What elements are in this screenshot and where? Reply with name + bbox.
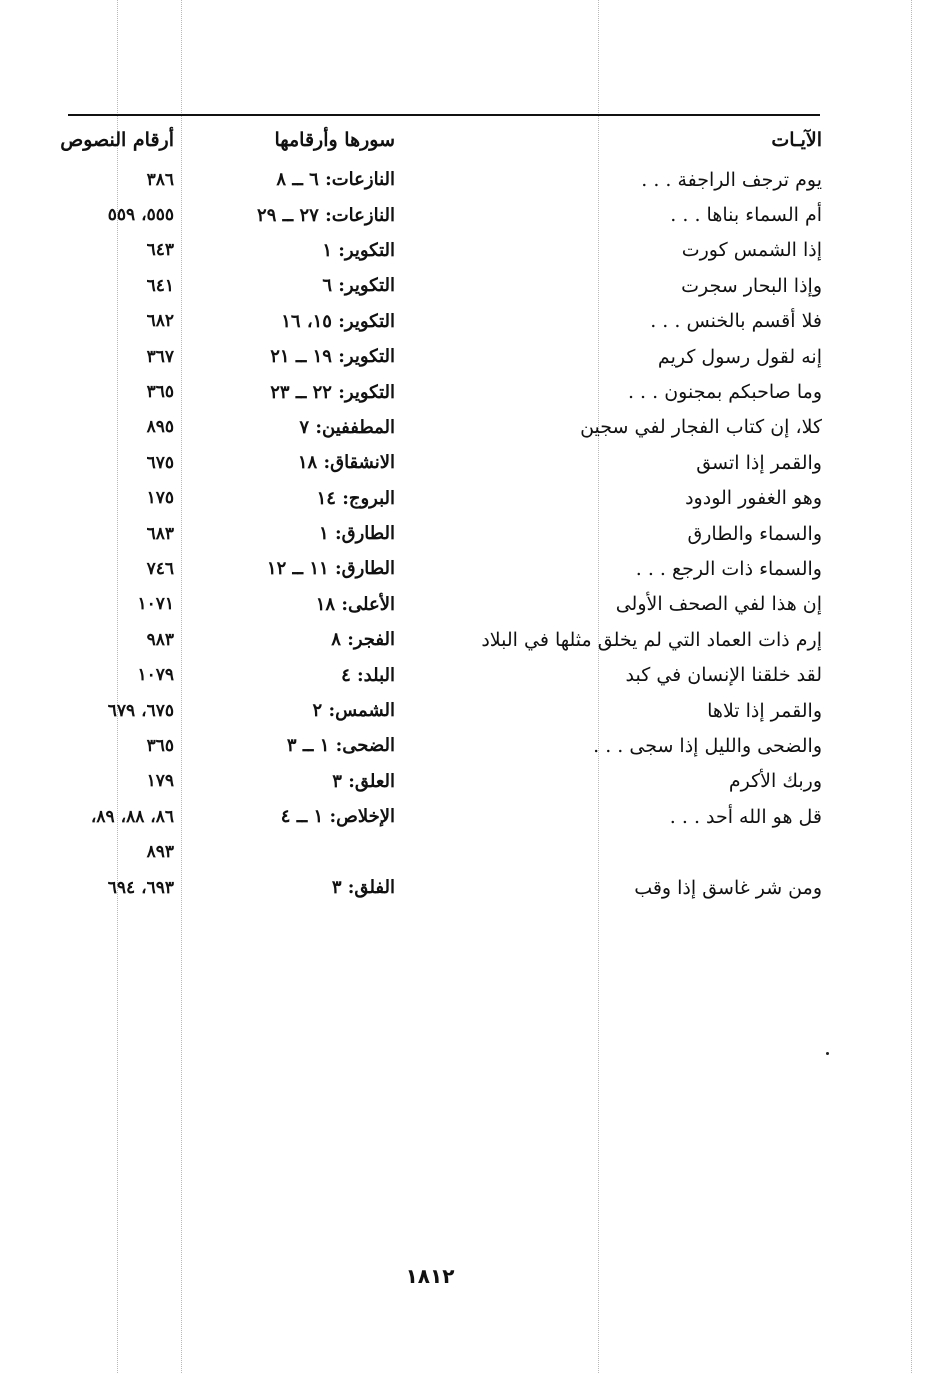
surah-cell: الانشقاق: ١٨: [297, 452, 395, 474]
text-numbers-cell: ٦٨٢: [146, 311, 174, 332]
verse-cell: قل هو الله أحد . . .: [669, 805, 822, 828]
column-header-verses: الآيـات: [771, 129, 822, 151]
table-row: [60, 304, 822, 339]
text-numbers-cell: ٨٦، ٨٨، ٨٩،: [90, 806, 174, 827]
table-row: [60, 870, 822, 905]
table-row: [60, 481, 822, 516]
verse-cell: لقد خلقنا الإنسان في كبد: [625, 664, 822, 687]
table-row: [60, 764, 822, 799]
text-numbers-cell: ٨٩٣: [146, 842, 174, 863]
text-numbers-cell: ٣٦٥: [146, 735, 174, 756]
column-header-surahs: سورها وأرقامها: [274, 129, 395, 151]
scan-speck: [826, 1052, 829, 1055]
verse-cell: أم السماء بناها . . .: [670, 204, 822, 227]
surah-cell: التكوير: ٢٢ ــ ٢٣: [270, 381, 395, 403]
table-row: [60, 162, 822, 197]
table-row: [60, 657, 822, 692]
surah-cell: الضحى: ١ ــ ٣: [286, 735, 395, 757]
surah-cell: النازعات: ٦ ــ ٨: [276, 169, 395, 191]
verse-cell: والسماء ذات الرجع . . .: [635, 557, 822, 580]
verse-index-table: [60, 118, 822, 905]
surah-cell: النازعات: ٢٧ ــ ٢٩: [257, 204, 395, 226]
verse-cell: إنه لقول رسول كريم: [657, 345, 822, 368]
surah-cell: البلد: ٤: [341, 664, 395, 686]
scan-artifact-line: [911, 0, 912, 1373]
verse-cell: إذا الشمس كورت: [681, 239, 822, 262]
verse-cell: والقمر إذا تلاها: [707, 699, 822, 722]
table-row: [60, 197, 822, 232]
surah-cell: الفجر: ٨: [331, 629, 395, 651]
surah-cell: الإخلاص: ١ ــ ٤: [280, 806, 395, 828]
table-row: [60, 728, 822, 763]
table-row: [60, 268, 822, 303]
text-numbers-cell: ٣٦٥: [146, 382, 174, 403]
surah-cell: الفلق: ٣: [331, 877, 395, 898]
verse-cell: ومن شر غاسق إذا وقب: [634, 876, 822, 899]
text-numbers-cell: ٦٤٣: [146, 240, 174, 261]
verse-cell: والقمر إذا اتسق: [696, 451, 822, 474]
table-row: [60, 374, 822, 409]
verse-cell: إرم ذات العماد التي لم يخلق مثلها في البلاد: [481, 628, 822, 651]
table-body: [60, 162, 822, 905]
text-numbers-cell: ١٠٧١: [137, 594, 174, 615]
surah-cell: الأعلى: ١٨: [315, 593, 395, 615]
text-numbers-cell: ٨٩٥: [146, 417, 174, 438]
table-row: [60, 516, 822, 551]
table-row: [60, 834, 822, 869]
text-numbers-cell: ١٧٥: [146, 488, 174, 509]
verse-cell: يوم ترجف الراجفة . . .: [641, 168, 822, 191]
table-row: [60, 799, 822, 834]
surah-cell: التكوير: ١٩ ــ ٢١: [270, 346, 395, 368]
table-row: [60, 551, 822, 586]
table-row: [60, 693, 822, 728]
text-numbers-cell: ٦٤١: [146, 275, 174, 296]
verse-cell: فلا أقسم بالخنس . . .: [650, 310, 822, 333]
verse-cell: والسماء والطارق: [687, 522, 822, 545]
surah-cell: العلق: ٣: [332, 770, 395, 792]
verse-cell: وما صاحبكم بمجنون . . .: [627, 381, 822, 404]
table-row: [60, 445, 822, 480]
text-numbers-cell: ٥٥٥، ٥٥٩: [107, 205, 174, 226]
surah-cell: الطارق: ١: [319, 523, 395, 545]
surah-cell: البروج: ١٤: [316, 487, 395, 509]
verse-cell: [462, 834, 822, 869]
text-numbers-cell: ٣٦٧: [146, 346, 174, 367]
table-row: [60, 410, 822, 445]
table-header-row: [60, 118, 822, 162]
text-numbers-cell: ١٠٧٩: [137, 665, 174, 686]
table-row: [60, 233, 822, 268]
verse-cell: وربك الأكرم: [728, 770, 822, 793]
surah-cell: التكوير: ١: [322, 239, 395, 261]
text-numbers-cell: ٦٨٣: [146, 523, 174, 544]
surah-cell: المطففين: ٧: [299, 416, 395, 438]
surah-cell: الطارق: ١١ ــ ١٢: [266, 558, 395, 580]
text-numbers-cell: ٦٧٥: [146, 452, 174, 473]
text-numbers-cell: ٣٨٦: [146, 169, 174, 190]
header-top-rule: [68, 114, 820, 116]
verse-cell: والضحى والليل إذا سجى . . .: [593, 734, 822, 757]
surah-cell: [205, 834, 395, 869]
table-row: [60, 587, 822, 622]
text-numbers-cell: ١٧٩: [146, 771, 174, 792]
column-header-text-numbers: أرقام النصوص: [60, 129, 174, 151]
text-numbers-cell: ٩٨٣: [146, 629, 174, 650]
surah-cell: الشمس: ٢: [312, 700, 395, 722]
table-row: [60, 622, 822, 657]
surah-cell: التكوير: ٦: [322, 275, 395, 297]
verse-cell: كلا، إن كتاب الفجار لفي سجين: [580, 416, 822, 439]
verse-cell: وهو الغفور الودود: [685, 487, 822, 510]
text-numbers-cell: ٦٧٥، ٦٧٩: [107, 700, 174, 721]
verse-cell: وإذا البحار سجرت: [681, 274, 822, 297]
verse-cell: إن هذا لفي الصحف الأولى: [615, 593, 822, 616]
table-row: [60, 339, 822, 374]
page-number: ١٨١٢: [405, 1264, 455, 1288]
surah-cell: التكوير: ١٥، ١٦: [281, 310, 395, 332]
text-numbers-cell: ٧٤٦: [146, 558, 174, 579]
text-numbers-cell: ٦٩٣، ٦٩٤: [107, 877, 174, 898]
